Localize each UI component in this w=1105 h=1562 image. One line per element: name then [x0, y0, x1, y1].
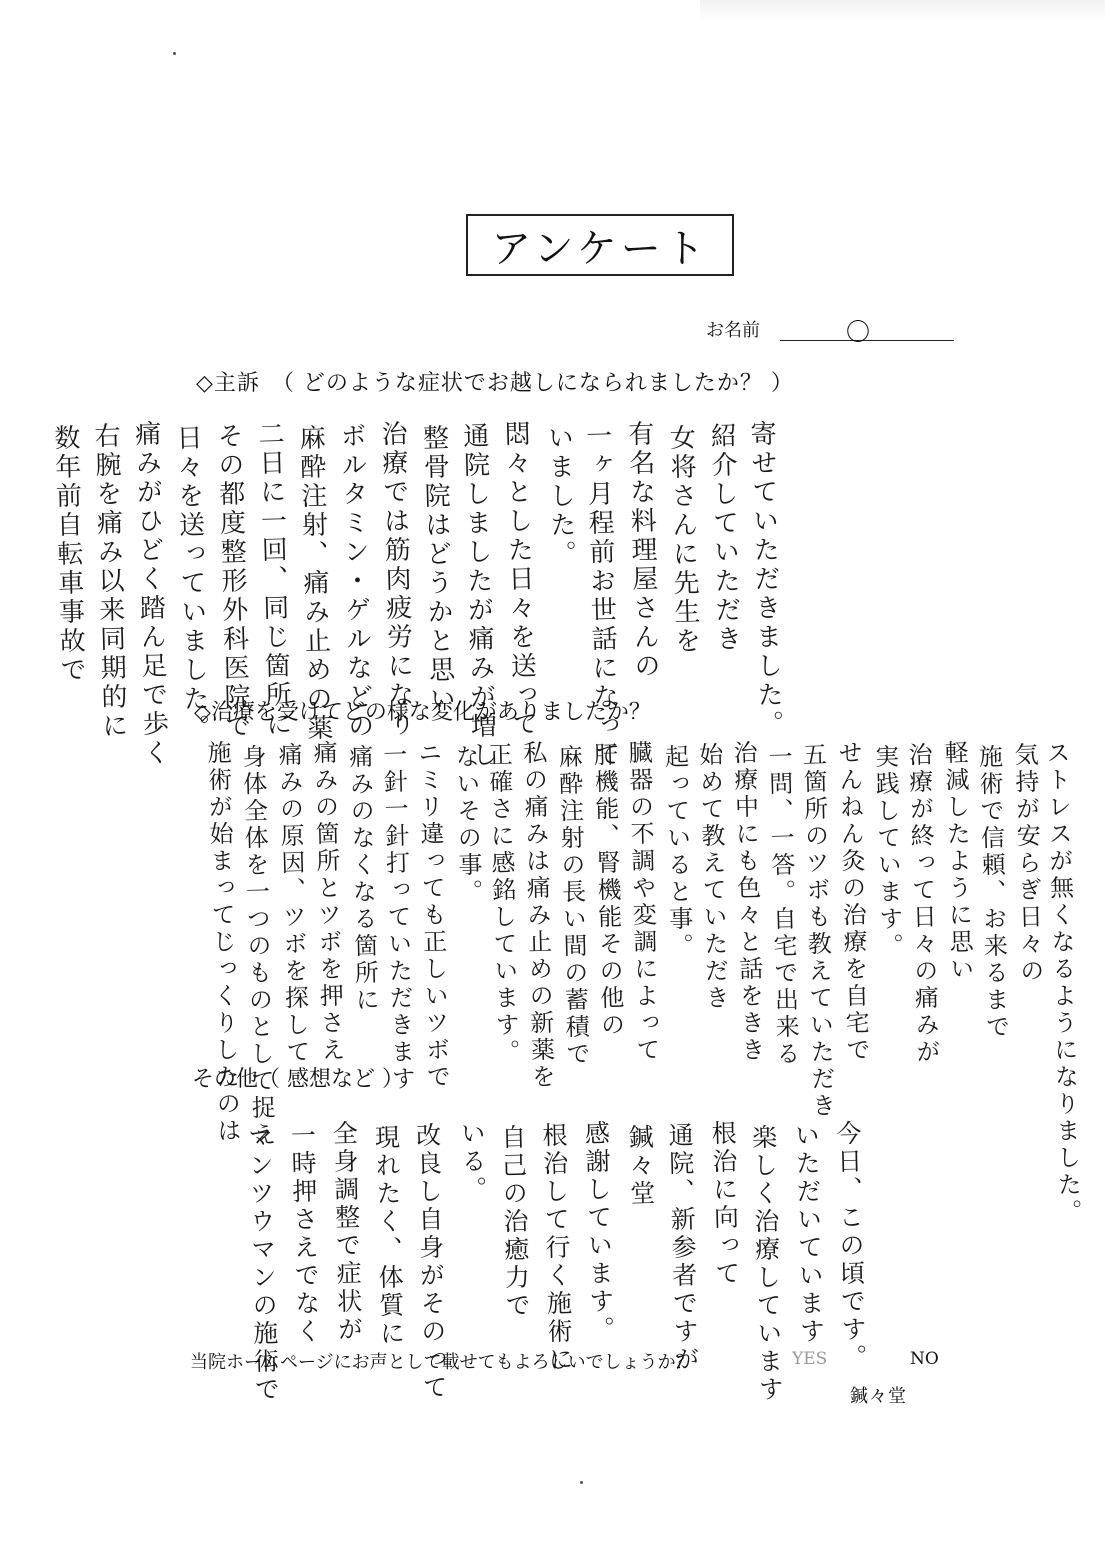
handwritten-line: ボルタミン・ゲルなどの	[335, 421, 375, 742]
handwritten-line: 臓器の不調や変調によって	[623, 739, 661, 1065]
handwritten-line: 施術で信頼、お来るまで	[974, 743, 1010, 1042]
handwritten-line: ストレスが無くなるようになりました。	[1041, 739, 1083, 1227]
handwritten-line: 数年前自転車事故で	[49, 423, 87, 686]
handwritten-line: 治療中にも色々と話をきき	[728, 739, 766, 1065]
handwritten-line: 改良し自身がそのって	[412, 1121, 449, 1403]
handwritten-line: いました。	[543, 423, 577, 570]
handwritten-line: 有名な料理屋さんの	[623, 419, 661, 682]
handwritten-line: 今日、この頃です。	[832, 1119, 869, 1373]
handwritten-line: いただいています	[791, 1121, 826, 1347]
handwritten-line: 治療が終って日々の痛みが	[903, 741, 941, 1067]
change-heading: ◇治療を受けてどの様な変化がありましたか？	[194, 700, 651, 725]
handwritten-line: 五箇所のツボも教えていただき	[798, 741, 836, 1121]
handwritten-line: 日々を送っていました。	[171, 423, 211, 744]
handwritten-line: 私の痛みは痛み止めの新薬を	[518, 739, 556, 1092]
handwritten-line: 痛みのなくなる箇所に	[344, 743, 380, 1015]
handwritten-line: ないその事。	[450, 743, 484, 907]
handwritten-line: 気持が安らぎ日々の	[1009, 741, 1045, 986]
yes-option[interactable]: YES	[792, 1349, 828, 1369]
handwritten-line: 一針一針打っていただきます	[378, 741, 416, 1094]
handwritten-line: 麻酔注射の長い間の蓄積で	[553, 743, 591, 1069]
chief-complaint-heading: ◇主訴 （ どのような症状でお越しになられましたか？ ）	[196, 371, 794, 396]
no-option[interactable]: NO	[910, 1349, 939, 1369]
handwritten-line: 通院しましたが痛みが増し	[458, 421, 498, 771]
handwritten-line: 一ヶ月程前お世話になって	[581, 421, 621, 771]
other-heading: その他（ 感想など ）	[192, 1067, 404, 1092]
handwritten-line: 根治して行く施術に	[538, 1121, 575, 1375]
handwritten-line: 施術が始まってじっくりしたのは	[202, 739, 242, 1146]
handwritten-line: 女将さんに先生を	[664, 423, 702, 657]
handwritten-line: その都度整形外科医院で	[212, 421, 252, 742]
handwritten-line: 自己の治癒力で	[497, 1123, 532, 1321]
name-value: 〇	[846, 318, 870, 346]
handwritten-line: いる。	[456, 1119, 489, 1205]
handwritten-line: 整骨院はどうかと思い	[418, 423, 456, 715]
handwritten-line: 起っていると事。	[660, 743, 694, 961]
handwritten-line: 肝機能、腎機能その他の	[589, 741, 625, 1040]
handwritten-line: 一時押さえでなく	[287, 1121, 322, 1347]
handwritten-line: 悶々とした日々を送って	[499, 419, 539, 740]
handwritten-line: 通院、新参者ですが	[664, 1121, 701, 1375]
handwritten-line: 右腕を痛み以来同期的に	[89, 421, 129, 742]
handwritten-line: 現れたく、体質に	[371, 1123, 406, 1349]
handwritten-line: 根治に向って	[707, 1119, 742, 1289]
handwritten-line: 痛みの原因、ツボを探して	[273, 741, 311, 1067]
handwritten-line: 一問、一答。自宅で出来る	[763, 743, 801, 1069]
clinic-name: 鍼々堂	[850, 1386, 907, 1407]
name-label: お名前	[706, 320, 760, 341]
handwritten-line: 実践しています。	[870, 743, 904, 961]
handwritten-line: 軽減したように思い	[939, 739, 975, 984]
handwritten-line: マンツウマンの施術で	[244, 1123, 281, 1405]
handwritten-line: 痛みの箇所とツボを押さえ	[308, 739, 346, 1065]
handwritten-line: 楽しく治療しています	[748, 1123, 785, 1405]
handwritten-line: 鍼々堂	[624, 1123, 657, 1209]
handwritten-line: ニミリ違っても正しいツボで	[413, 739, 451, 1092]
handwritten-line: 麻酔注射、痛み止めの薬	[294, 423, 334, 744]
handwritten-line: 二日に一回、同じ箇所に	[253, 419, 293, 740]
handwritten-line: 寄せていただきました。	[745, 419, 785, 740]
handwritten-line: 正確さに感銘しています。	[483, 741, 521, 1067]
handwritten-line: 全身調整で症状が	[329, 1119, 364, 1345]
handwritten-line: 痛みがひどく踏ん足で歩く	[130, 419, 170, 769]
handwritten-line: 身体全体を一つのものとして捉え	[237, 743, 277, 1150]
handwritten-line: 始めて教えていただき	[694, 741, 730, 1013]
handwritten-line: せんねん灸の治療を自宅で	[833, 739, 871, 1065]
publish-permission-question: 当院ホームページにお声として載せてもよろしいでしょうか？	[190, 1352, 694, 1373]
handwritten-line: 紹介していただき	[705, 421, 743, 655]
handwritten-line: 感謝しています。	[581, 1119, 616, 1345]
handwritten-line: 治療では筋肉疲労になり	[376, 419, 416, 740]
survey-title: アンケート	[491, 225, 709, 272]
